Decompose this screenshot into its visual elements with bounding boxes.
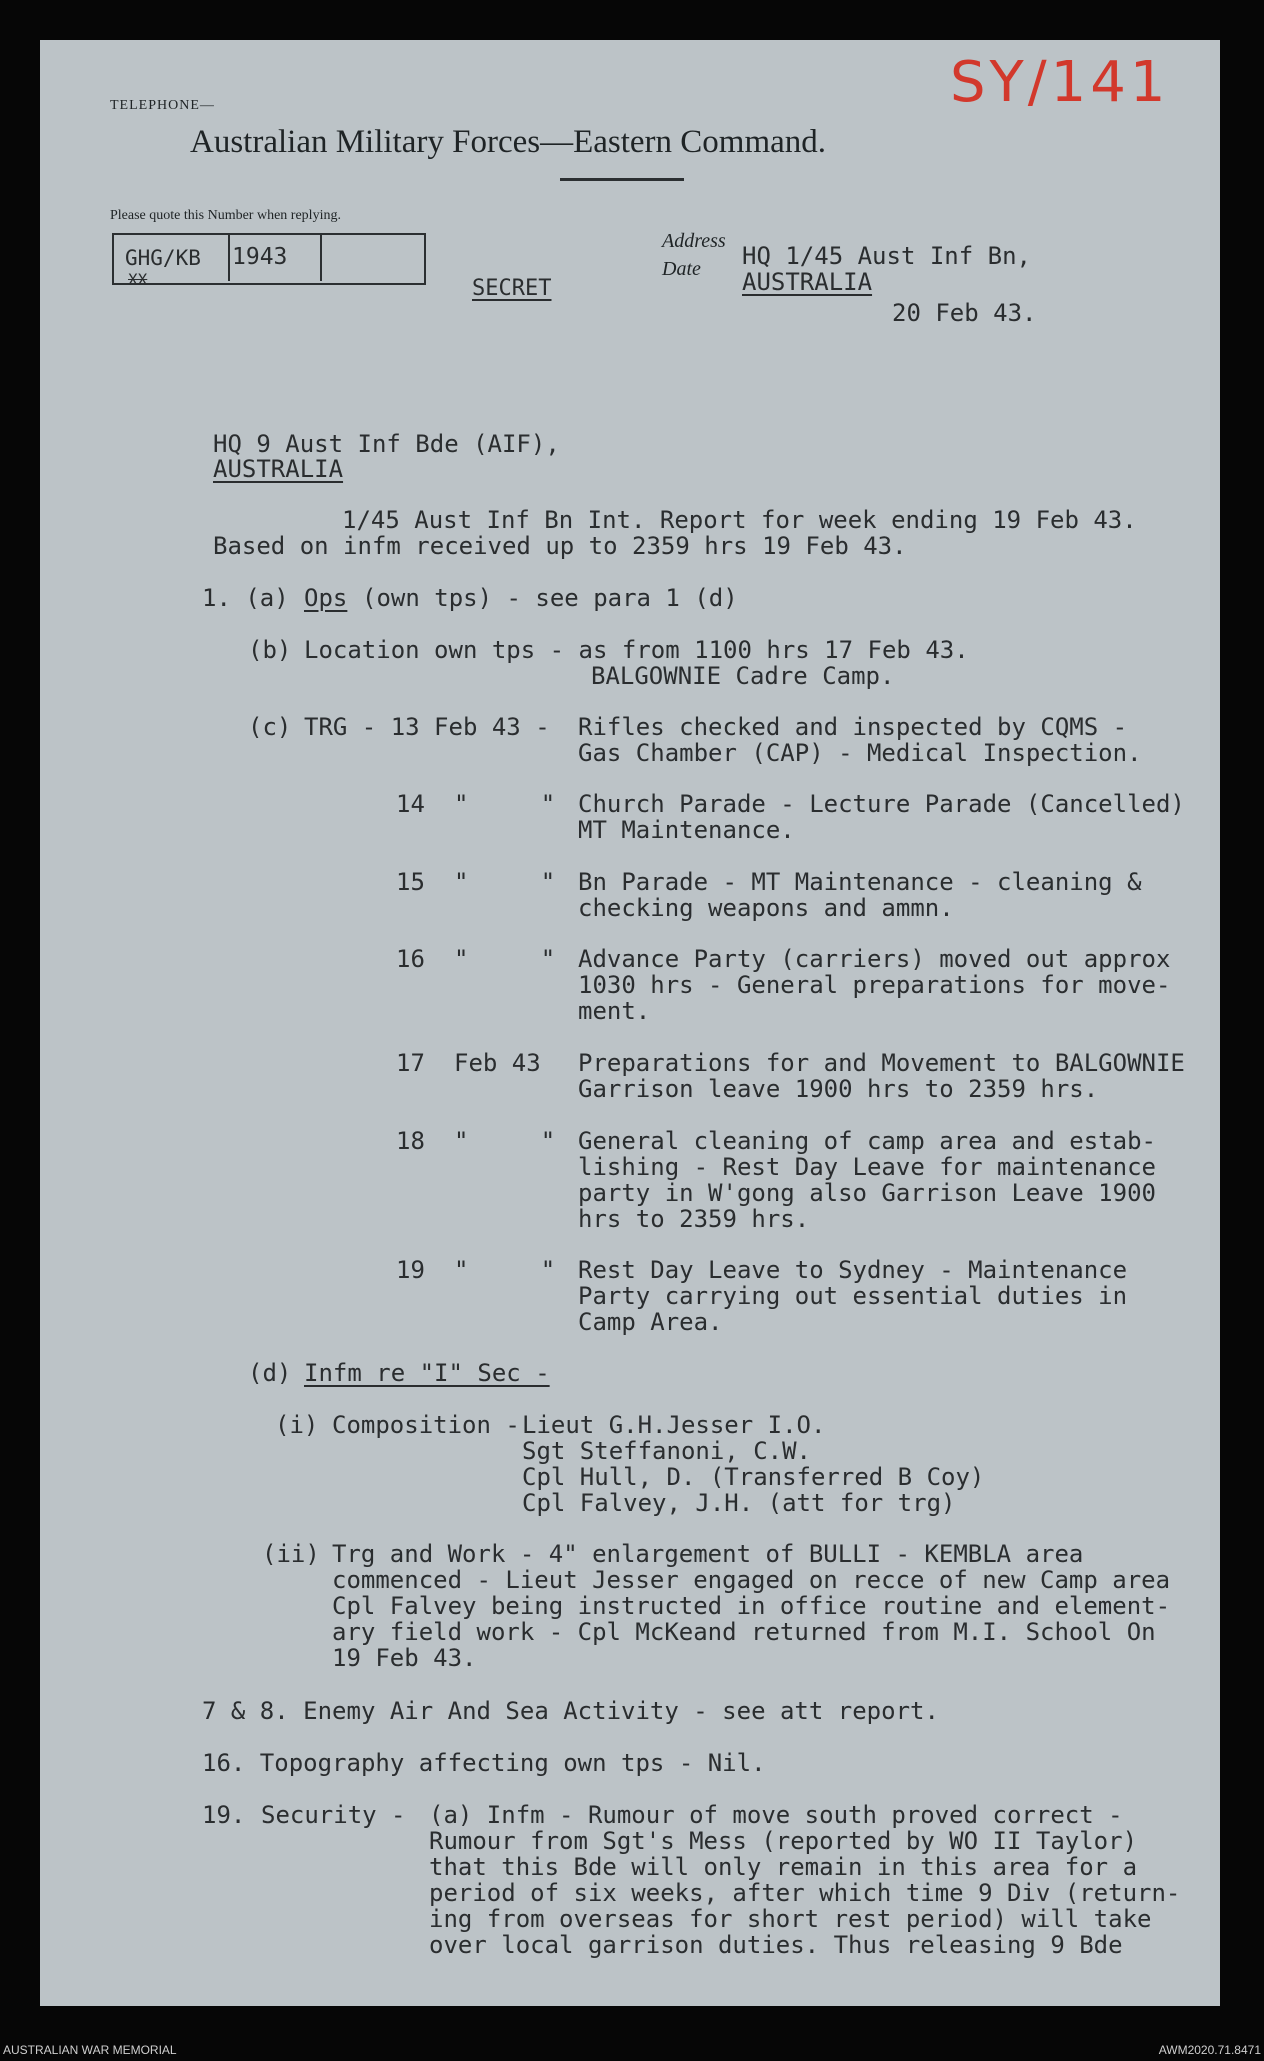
composition-member-4: Cpl Falvey, J.H. (att for trg): [522, 1489, 956, 1517]
ditto-marks: " ": [454, 868, 556, 896]
para-1d-ii-label: (ii): [262, 1540, 320, 1568]
security-line-4: period of six weeks, after which time 9 Div (return-: [429, 1879, 1181, 1907]
training-work-line-2: commenced - Lieut Jesser engaged on recce of new Camp area: [332, 1566, 1171, 1594]
composition-member-1: Lieut G.H.Jesser I.O.: [522, 1411, 826, 1439]
recipient-line-1: HQ 9 Aust Inf Bde (AIF),: [213, 430, 560, 458]
para-1d-heading: Infm re "I" Sec -: [304, 1359, 550, 1387]
training-heading: TRG - 13 Feb 43 -: [304, 713, 550, 741]
sender-address-line-1: HQ 1/45 Aust Inf Bn,: [742, 242, 1031, 270]
ditto-marks: " ": [454, 945, 556, 973]
para-1d-i-label: (i): [275, 1411, 319, 1439]
training-16-line-3: ment.: [578, 997, 651, 1025]
training-17-line-1: Preparations for and Movement to BALGOWNIE: [578, 1049, 1185, 1077]
para-1d-label: (d): [248, 1359, 292, 1387]
para-1b-line-2: BALGOWNIE Cadre Camp.: [591, 662, 895, 690]
para-7-8: 7 & 8. Enemy Air And Sea Activity - see att report.: [202, 1697, 939, 1725]
training-19-line-1: Rest Day Leave to Sydney - Maintenance: [578, 1256, 1128, 1284]
footer-credit: AUSTRALIAN WAR MEMORIAL: [3, 2043, 177, 2057]
training-15-line-1: Bn Parade - MT Maintenance - cleaning &: [578, 868, 1142, 896]
training-17-line-2: Garrison leave 1900 hrs to 2359 hrs.: [578, 1075, 1099, 1103]
security-line-5: ing from overseas for short rest period) will take: [429, 1905, 1152, 1933]
training-19-day: 19: [396, 1256, 425, 1284]
address-label: Address: [662, 230, 726, 252]
recipient-line-2: AUSTRALIA: [213, 455, 344, 483]
reference-box-divider: [228, 233, 230, 281]
training-18-line-3: party in W'gong also Garrison Leave 1900: [578, 1179, 1156, 1207]
training-18-line-1: General cleaning of camp area and estab-: [578, 1127, 1156, 1155]
training-17-month: Feb 43: [454, 1049, 541, 1077]
telephone-label: TELEPHONE—: [110, 98, 215, 113]
date-label: Date: [662, 258, 701, 280]
quote-note: Please quote this Number when replying.: [110, 208, 341, 223]
para-19-heading: Security -: [261, 1801, 406, 1829]
training-16-line-1: Advance Party (carriers) moved out approx: [578, 945, 1171, 973]
para-1b-label: (b): [248, 636, 292, 664]
training-14-line-1: Church Parade - Lecture Parade (Cancelled): [578, 790, 1185, 818]
sender-address-line-2: AUSTRALIA: [742, 268, 873, 296]
para-1a-number: 1. (a): [202, 584, 289, 612]
composition-member-3: Cpl Hull, D. (Transferred B Coy): [522, 1463, 985, 1491]
training-work-line-3: Cpl Falvey being instructed in office routine and element-: [332, 1592, 1171, 1620]
training-16-day: 16: [396, 945, 425, 973]
training-19-line-2: Party carrying out essential duties in: [578, 1282, 1128, 1310]
title-underline: [560, 178, 684, 181]
training-18-line-4: hrs to 2359 hrs.: [578, 1205, 810, 1233]
composition-member-2: Sgt Steffanoni, C.W.: [522, 1437, 811, 1465]
composition-heading: Composition -: [332, 1411, 520, 1439]
training-17-day: 17: [396, 1049, 425, 1077]
reference-struck: XX: [128, 270, 148, 289]
training-work-line-5: 19 Feb 43.: [332, 1644, 477, 1672]
security-line-1: (a) Infm - Rumour of move south proved correct -: [429, 1801, 1123, 1829]
para-1a-text: (own tps) - see para 1 (d): [362, 584, 738, 612]
training-13-line-1: Rifles checked and inspected by CQMS -: [578, 713, 1128, 741]
training-18-line-2: lishing - Rest Day Leave for maintenance: [578, 1153, 1156, 1181]
reference-prefix: GHG/KB: [125, 246, 201, 270]
training-14-day: 14: [396, 790, 425, 818]
para-1a-heading: Ops: [304, 584, 348, 612]
training-work-line-1: Trg and Work - 4" enlargement of BULLI - KEMBLA area: [332, 1540, 1084, 1568]
letter-date: 20 Feb 43.: [892, 299, 1037, 327]
subject-line-1: 1/45 Aust Inf Bn Int. Report for week ending 19 Feb 43.: [342, 506, 1137, 534]
archive-mark: SY/141: [950, 50, 1170, 115]
para-16: 16. Topography affecting own tps - Nil.: [202, 1749, 766, 1777]
para-1b-line-1: Location own tps - as from 1100 hrs 17 Feb 43.: [304, 636, 969, 664]
training-15-day: 15: [396, 868, 425, 896]
security-line-3: that this Bde will only remain in this area for a: [429, 1853, 1138, 1881]
subject-line-2: Based on infm received up to 2359 hrs 19 Feb 43.: [213, 532, 907, 560]
ditto-marks: " ": [454, 790, 556, 818]
training-13-line-2: Gas Chamber (CAP) - Medical Inspection.: [578, 739, 1142, 767]
para-1c-label: (c): [248, 713, 292, 741]
reference-year: 1943: [232, 244, 288, 270]
security-line-6: over local garrison duties. Thus releasing 9 Bde: [429, 1931, 1123, 1959]
security-line-2: Rumour from Sgt's Mess (reported by WO II Taylor): [429, 1827, 1138, 1855]
ditto-marks: " ": [454, 1127, 556, 1155]
para-19-number: 19.: [202, 1801, 246, 1829]
training-19-line-3: Camp Area.: [578, 1308, 723, 1336]
reference-box-divider: [320, 233, 322, 281]
training-work-line-4: ary field work - Cpl McKeand returned from M.I. School On: [332, 1618, 1156, 1646]
training-14-line-2: MT Maintenance.: [578, 816, 795, 844]
training-16-line-2: 1030 hrs - General preparations for move-: [578, 971, 1171, 999]
training-15-line-2: checking weapons and ammn.: [578, 894, 954, 922]
document-page: [40, 40, 1220, 2006]
ditto-marks: " ": [454, 1256, 556, 1284]
letterhead-title: Australian Military Forces—Eastern Command.: [190, 124, 827, 160]
footer-accession-number: AWM2020.71.8471: [1158, 2043, 1261, 2057]
training-18-day: 18: [396, 1127, 425, 1155]
classification-marking: SECRET: [472, 276, 552, 301]
